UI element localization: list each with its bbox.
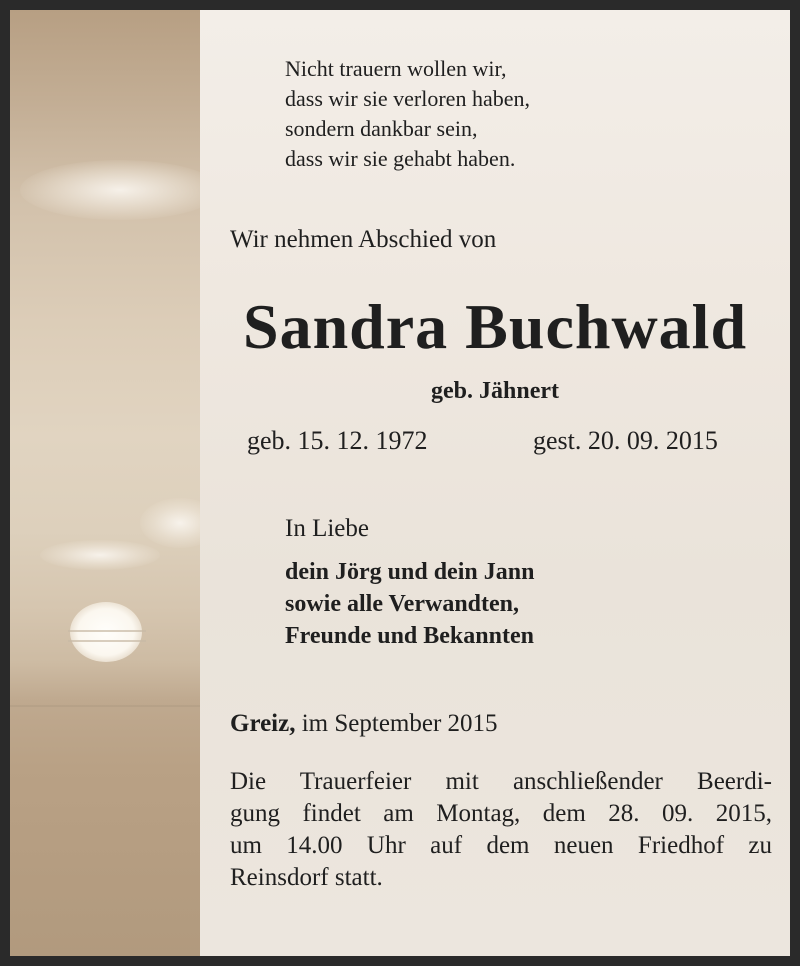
funeral-line: gung findet am Montag, dem 28. 09. 2015, — [230, 800, 772, 827]
memorial-poem — [285, 54, 530, 174]
sunset-photo — [10, 10, 200, 956]
mourners-intro: In Liebe — [285, 515, 369, 542]
horizon-line — [10, 705, 200, 707]
mourner-line: dein Jörg und dein Jann — [285, 559, 535, 585]
poem-line: Nicht trauern wollen wir, — [285, 56, 507, 81]
sun-icon — [70, 602, 142, 662]
maiden-name: geb. Jähnert — [431, 378, 559, 404]
funeral-line: Reinsdorf statt. — [230, 864, 383, 891]
date-text: im September 2015 — [301, 710, 498, 737]
poem-line: dass wir sie verloren haben, — [285, 86, 530, 111]
funeral-line: Die Trauerfeier mit anschließender Beerdi- — [230, 768, 772, 795]
place-date — [230, 710, 498, 738]
deceased-name: Sandra Buchwald — [242, 291, 748, 362]
funeral-line: um 14.00 Uhr auf dem neuen Friedhof zu — [230, 832, 772, 859]
poem-line: dass wir sie gehabt haben. — [285, 146, 516, 171]
cloud-shape — [20, 160, 220, 220]
mourner-line: Freunde und Bekannten — [285, 623, 534, 649]
cloud-shape — [40, 540, 160, 570]
farewell-intro: Wir nehmen Abschied von — [230, 226, 497, 253]
poem-line: sondern dankbar sein, — [285, 116, 478, 141]
place-name: Greiz, — [230, 710, 296, 737]
death-date: gest. 20. 09. 2015 — [533, 426, 718, 455]
sun-reflection — [68, 630, 146, 632]
birth-date: geb. 15. 12. 1972 — [247, 426, 428, 455]
funeral-notice — [230, 766, 772, 894]
mourner-line: sowie alle Verwandten, — [285, 591, 519, 617]
mourners-list — [285, 556, 534, 652]
sun-reflection — [68, 640, 146, 642]
